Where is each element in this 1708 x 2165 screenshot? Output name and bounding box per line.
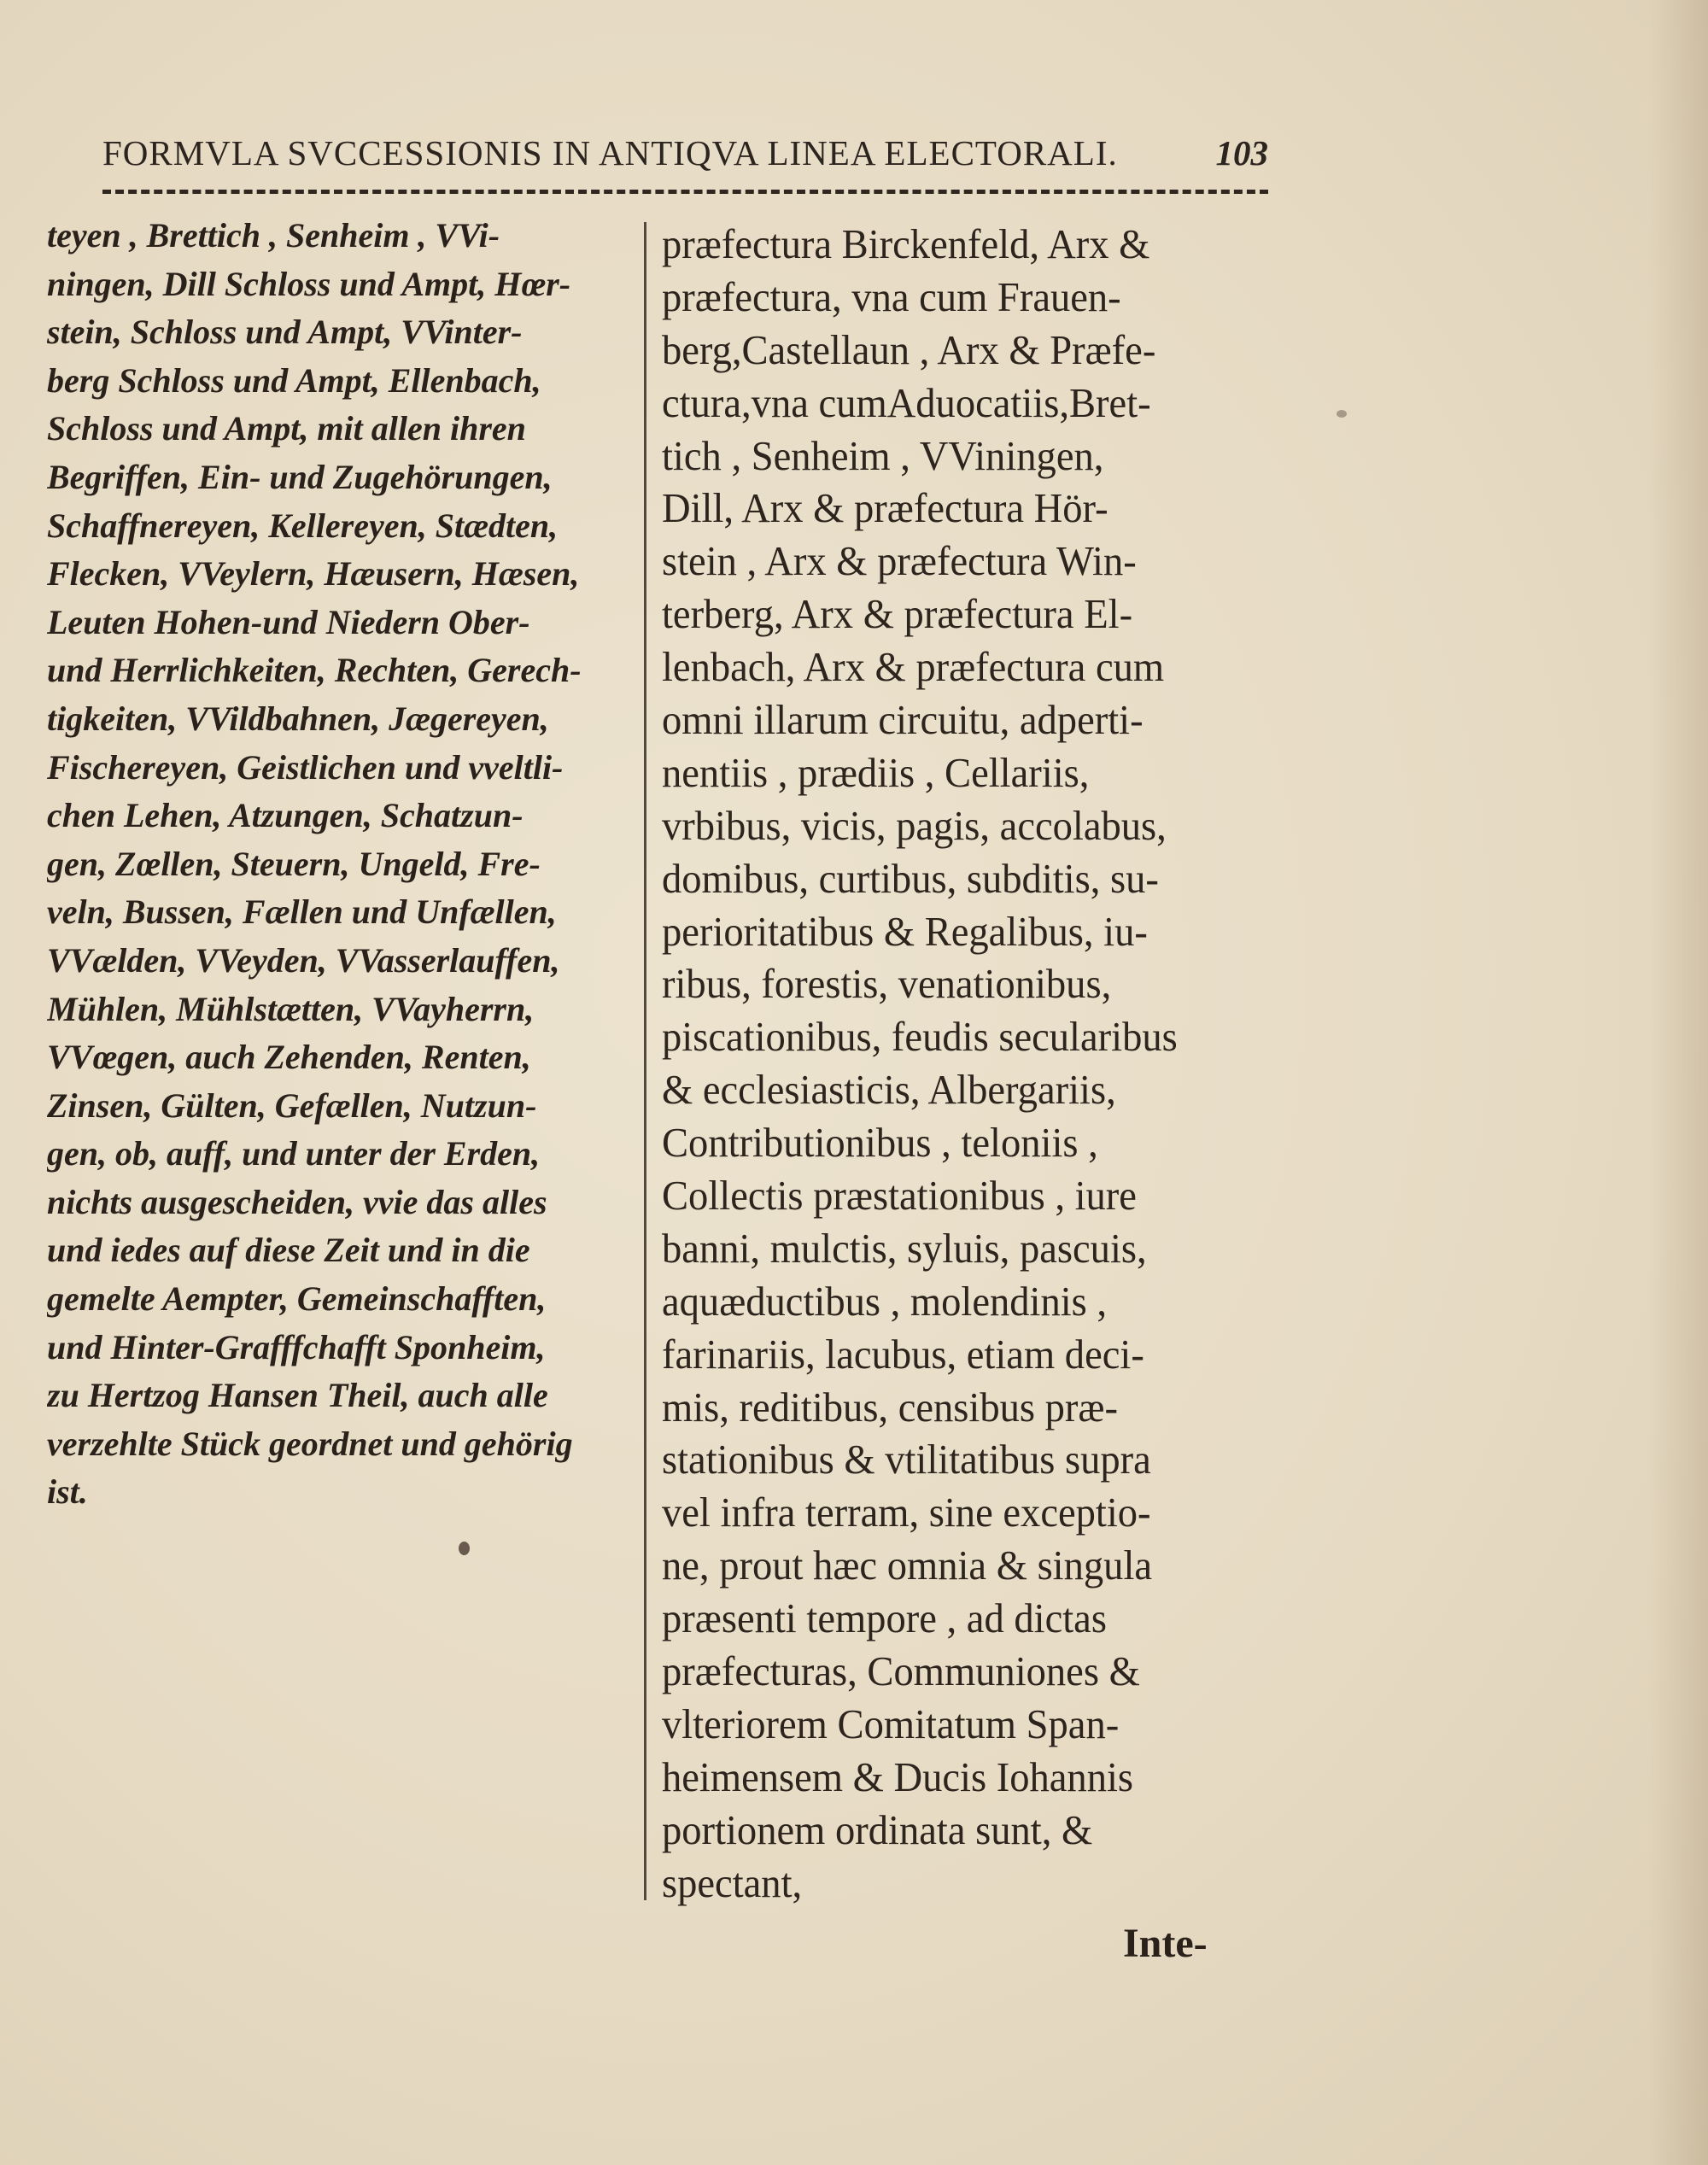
text-line: berg,Castellaun , Arx & Præfe- [662, 325, 1156, 373]
text-line: farinariis, lacubus, etiam deci- [662, 1330, 1144, 1378]
text-line: verzehlte Stück geordnet und gehörig [47, 1424, 573, 1463]
text-line: præfectura Birckenfeld, Arx & [662, 220, 1150, 267]
text-line: chen Lehen, Atzungen, Schatzun- [47, 796, 524, 835]
text-line: omni illarum circuitu, adperti- [662, 696, 1144, 744]
text-line: præfectura, vna cum Frauen- [662, 272, 1121, 320]
page-number: 103 [1215, 133, 1268, 173]
text-line: lenbach, Arx & præfectura cum [662, 643, 1165, 691]
page-edge-shadow [1648, 0, 1708, 2165]
running-head [102, 132, 1268, 173]
text-line: Collectis præstationibus , iure [662, 1172, 1137, 1220]
text-line: vrbibus, vicis, pagis, accolabus, [662, 801, 1167, 849]
text-line: stationibus & vtilitatibus supra [662, 1436, 1151, 1483]
text-line: ribus, forestis, venationibus, [662, 960, 1112, 1008]
text-line: ne, prout hæc omnia & singula [662, 1542, 1153, 1589]
right-column-latin [662, 218, 1277, 1910]
text-line: tigkeiten, VVildbahnen, Jægereyen, [47, 699, 549, 738]
ink-spot [1337, 410, 1347, 418]
text-line: und iedes auf diese Zeit und in die [47, 1231, 530, 1270]
header-rule [102, 190, 1268, 194]
text-line: und Hinter-Grafffchafft Sponheim, [47, 1327, 546, 1366]
text-line: gen, ob, auff, und unter der Erden, [47, 1134, 541, 1173]
text-line: tich , Senheim , VViningen, [662, 431, 1104, 479]
text-line: berg Schloss und Ampt, Ellenbach, [47, 360, 541, 400]
text-line: aquæductibus , molendinis , [662, 1277, 1108, 1325]
text-line: veln, Bussen, Fællen und Unfællen, [47, 892, 557, 932]
text-line: terberg, Arx & præfectura El- [662, 590, 1133, 638]
text-line: nentiis , prædiis , Cellariis, [662, 748, 1090, 796]
text-line: portionem ordinata sunt, & [662, 1805, 1093, 1853]
text-line: Contributionibus , teloniis , [662, 1119, 1098, 1167]
text-line: heimensem & Ducis Iohannis [662, 1752, 1134, 1800]
text-line: Schaffnereyen, Kellereyen, Stædten, [47, 506, 559, 545]
text-line: Schloss und Ampt, mit allen ihren [47, 409, 526, 448]
text-line: domibus, curtibus, subditis, su- [662, 854, 1159, 902]
text-line: piscationibus, feudis secularibus [662, 1013, 1178, 1061]
text-line: gen, Zœllen, Steuern, Ungeld, Fre- [47, 844, 541, 883]
ink-spot [459, 1542, 470, 1555]
text-line: nichts ausgescheiden, vvie das alles [47, 1182, 547, 1221]
text-line: Fischereyen, Geistlichen und vveltli- [47, 747, 564, 787]
text-line: perioritatibus & Regalibus, iu- [662, 907, 1148, 955]
left-column-german [47, 212, 628, 1517]
text-line: vel infra terram, sine exceptio- [662, 1489, 1151, 1536]
text-line: Begriffen, Ein- und Zugehörungen, [47, 457, 553, 496]
catchword: Inte- [1123, 1921, 1208, 1966]
text-line: teyen , Brettich , Senheim , VVi- [47, 216, 500, 255]
text-line: vlteriorem Comitatum Span- [662, 1700, 1120, 1747]
text-line: præfecturas, Communiones & [662, 1647, 1140, 1695]
text-line: zu Hertzog Hansen Theil, auch alle [47, 1376, 548, 1415]
text-line: VVœgen, auch Zehenden, Renten, [47, 1038, 531, 1077]
text-line: VVælden, VVeyden, VVasserlauffen, [47, 940, 560, 980]
text-line: Mühlen, Mühlstætten, VVayherrn, [47, 989, 535, 1028]
column-divider [644, 222, 646, 1900]
running-head-title: FORMVLA SVCCESSIONIS IN ANTIQVA LINEA ELECTORALI. [102, 133, 1118, 173]
text-line: præsenti tempore , ad dictas [662, 1594, 1107, 1642]
text-line: und Herrlichkeiten, Rechten, Gerech- [47, 651, 582, 690]
text-line: stein, Schloss und Ampt, VVinter- [47, 313, 523, 352]
text-line: ningen, Dill Schloss und Ampt, Hœr- [47, 264, 571, 303]
text-line: stein , Arx & præfectura Win- [662, 537, 1137, 585]
text-line: mis, reditibus, censibus præ- [662, 1383, 1118, 1431]
text-line: ctura,vna cumAduocatiis,Bret- [662, 378, 1151, 426]
text-line: ist. [47, 1472, 88, 1512]
text-line: banni, mulctis, syluis, pascuis, [662, 1224, 1147, 1272]
text-line: & ecclesiasticis, Albergariis, [662, 1066, 1116, 1114]
text-line: Zinsen, Gülten, Gefællen, Nutzun- [47, 1085, 537, 1125]
text-line: Leuten Hohen-und Niedern Ober- [47, 602, 530, 641]
text-line: Dill, Arx & præfectura Hör- [662, 484, 1108, 532]
text-line: gemelte Aempter, Gemeinschafften, [47, 1279, 547, 1319]
text-line: spectant, [662, 1858, 803, 1906]
text-line: Flecken, VVeylern, Hæusern, Hæsen, [47, 554, 580, 594]
